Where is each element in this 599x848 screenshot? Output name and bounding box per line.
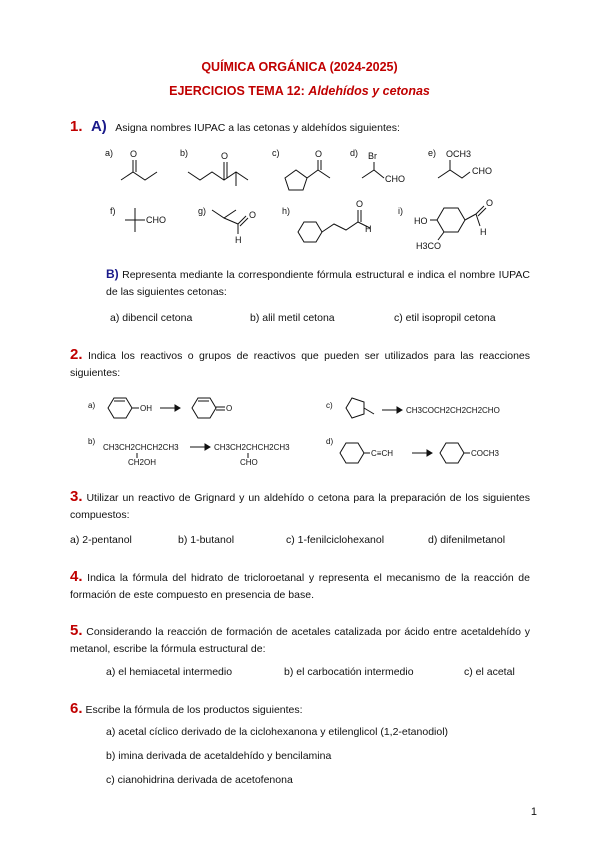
structure-g-h: H [235,235,242,245]
question-number: 6. [70,700,83,717]
part-b-text: Representa mediante la correspondiente fórmula estructural e indica el nombre IUPAC de las siguientes cetonas: [106,269,530,298]
structure-b-oxygen: O [221,151,229,161]
structure-d-cho: CHO [385,174,405,184]
question-number: 5. [70,622,83,639]
structure-label-a: a) [105,148,114,158]
structure-h-oxygen: O [356,199,364,209]
question-6-body: Escribe la fórmula de los productos siguientes: [85,704,303,716]
question-2-text [70,346,530,382]
structure-label-b: b) [180,148,189,158]
structure-label-c: c) [272,148,280,158]
part-a-text: Asigna nombres IUPAC a las cetonas y aldehídos siguientes: [115,122,400,134]
structure-i-h3co: H3CO [416,241,442,251]
structure-label-h: h) [282,206,291,216]
structure-i-h: H [480,227,487,237]
structure-i-ho: HO [414,216,428,226]
unit-prefix: EJERCICIOS TEMA 12: [169,84,305,98]
part-a-label: A) [90,118,107,135]
part-b-item-1: a) dibencil cetona [110,312,193,324]
question-6-text [70,700,530,719]
reaction-schemes [0,390,599,480]
svg-text:CH3CH2CHCH2CH3: CH3CH2CHCH2CH3 [214,443,290,452]
question-number: 2. [70,346,83,363]
structure-c-ring [285,170,307,190]
unit-title [0,84,599,98]
structure-a-oxygen: O [130,149,138,159]
svg-text:O: O [226,404,233,413]
svg-text:CHO: CHO [240,458,258,467]
svg-text:C≡CH: C≡CH [371,449,393,458]
question-3-body: Utilizar un reactivo de Grignard y un aldehído o cetona para la preparación de los siguientes compuestos: [70,492,530,521]
structure-label-f: f) [110,206,116,216]
svg-text:b): b) [88,437,96,446]
question-2-body: Indica los reactivos o grupos de reactivos que pueden ser utilizados para las reacciones siguientes: [70,350,530,379]
page-number: 1 [530,806,537,818]
svg-text:OH: OH [140,404,152,413]
question-5-item-2: b) el carbocatión intermedio [284,666,414,678]
question-5-item-1: a) el hemiacetal intermedio [106,666,233,678]
course-title: QUÍMICA ORGÁNICA (2024-2025) [201,60,398,74]
structure-d-br: Br [368,151,377,161]
structure-label-i: i) [398,206,403,216]
question-number: 3. [70,488,83,505]
svg-text:a): a) [88,401,96,410]
structure-e-cho: CHO [472,166,492,176]
structure-h-h: H [365,224,372,234]
question-3-item-2: b) 1-butanol [178,534,235,546]
question-5-item-3: c) el acetal [464,666,515,678]
structure-a-chain [121,172,157,180]
svg-text:CH3COCH2CH2CH2CHO: CH3COCH2CH2CH2CHO [406,406,500,415]
structure-e-och3: OCH3 [446,149,472,159]
question-6-item-2: b) imina derivada de acetaldehído y bencilamina [106,750,332,762]
structure-i-oxygen: O [486,198,494,208]
structure-label-d: d) [350,148,359,158]
structure-c-oxygen: O [315,149,323,159]
structure-label-g: g) [198,206,207,216]
question-5-body: Considerando la reacción de formación de acetales catalizada por ácido entre acetaldehído y metanol, escribe la fórmula estructural de: [70,626,530,655]
part-b-paragraph [106,266,530,301]
structure-h-ring [298,222,322,242]
question-4-text [70,568,530,604]
part-b-item-2: b) alil metil cetona [250,312,335,324]
question-number: 1. [70,118,83,135]
question-number: 4. [70,568,83,585]
svg-text:c): c) [326,401,333,410]
question-3-text [70,488,530,524]
structure-label-e: e) [428,148,437,158]
structure-f-cho: CHO [146,215,166,225]
question-4-body: Indica la fórmula del hidrato de tricloroetanal y representa el mecanismo de la reacción de formación de este compuesto en presencia de base. [70,572,530,601]
unit-topic: Aldehídos y cetonas [308,84,430,98]
structure-i-ring [437,208,465,232]
structure-g-oxygen: O [249,210,257,220]
svg-text:CH3CH2CHCH2CH3: CH3CH2CHCH2CH3 [103,443,179,452]
question-6-item-1: a) acetal cíclico derivado de la ciclohexanona y etilenglicol (1,2-etanodiol) [106,726,449,738]
svg-text:COCH3: COCH3 [471,449,500,458]
structure-b-chain [188,172,248,180]
ketone-aldehyde-structures [0,140,599,265]
question-5-text [70,622,530,658]
svg-text:d): d) [326,437,334,446]
question-3-item-4: d) difenilmetanol [428,534,506,546]
question-3-item-1: a) 2-pentanol [70,534,132,546]
svg-text:CH2OH: CH2OH [128,458,157,467]
part-b-label: B) [106,267,119,281]
question-6-item-3: c) cianohidrina derivada de acetofenona [106,774,293,786]
question-3-item-3: c) 1-fenilciclohexanol [286,534,385,546]
part-b-item-3: c) etil isopropil cetona [394,312,496,324]
question-1-heading [70,118,400,137]
